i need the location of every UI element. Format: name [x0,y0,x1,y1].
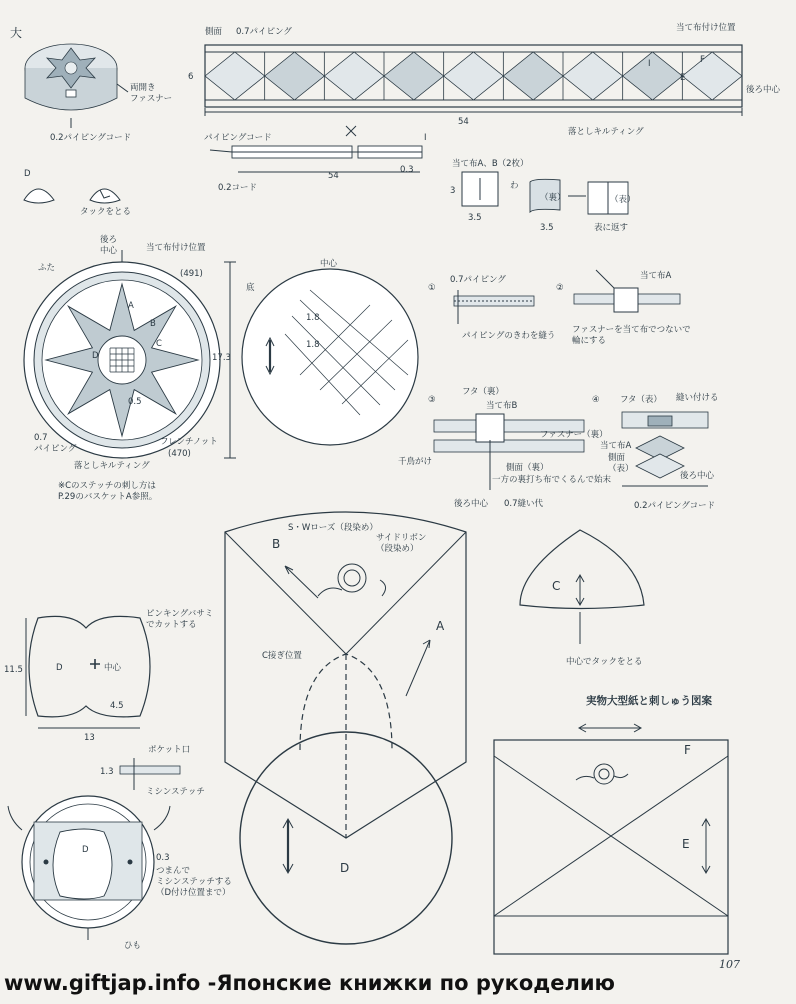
step1-text: パイピングのきわを縫う [462,331,556,341]
lid-note: ※Cのステッチの刺し方は P.29のバスケットA参照。 [58,481,158,502]
pattern-a: A [436,619,445,633]
pattern-b: B [272,537,281,551]
step3-back: 後ろ中心 [454,499,489,509]
strip-i-label: I [648,59,651,69]
pocket-pinch: つまんでミシンステッチする（D付け位置まで） [156,866,232,898]
patch-front: （表） [610,195,636,205]
tuck-figure [24,189,120,203]
lid-05: 0.5 [128,397,142,407]
pocket-45: 4.5 [110,701,124,711]
cord-length: 54 [328,171,339,181]
lid-french: フレンチノット [160,437,218,447]
side-strip [205,45,742,116]
lid-patch-position: 当て布付け位置 [146,243,206,253]
pocket-stitch: ミシンステッチ [146,787,205,797]
step3-zipper: ファスナー（裏） [540,430,608,440]
step4-patcha: 当て布A [600,441,632,451]
pocket-d-piece [26,616,150,728]
strip-patch-position: 当て布付け位置 [676,23,736,33]
step2-patch: 当て布A [640,271,672,281]
lid-figure [24,250,236,458]
strip-piping-label: 0.7パイピング [236,27,292,37]
lid-a: A [128,301,134,311]
cord-label: 0.2コード [218,183,258,193]
strip-diamond [265,52,325,100]
step3-side: 側面（裏） [506,463,549,473]
patch-title: 当て布A、B（2枚） [452,159,529,169]
bottom-diameter: 17.3 [212,353,231,363]
lid-c: C [156,339,162,349]
step3-patchb: 当て布B [486,401,518,411]
patch-wa: わ [510,181,519,191]
bottom-label: 底 [246,283,255,293]
step4-back: 後ろ中心 [680,471,715,481]
ef-pattern [494,724,728,954]
step4-cord: 0.2パイピングコード [634,501,716,511]
pattern-d: D [340,861,350,875]
bottom-dim-b: 1.8 [306,340,320,350]
watermark: www.giftjap.info -Японские книжки по рукоделию [4,971,615,995]
lid-quilting: 落としキルティング [74,461,150,471]
cord-i: I [424,133,427,143]
step3-fold: 一方の裏打ち布でくるんで始末 [492,475,612,485]
pocket-height: 11.5 [4,665,23,675]
pattern-ribbon: サイドリボン（段染め） [376,533,427,554]
step2-num: ② [556,283,564,293]
strip-diamond [503,52,563,100]
tuck-d: D [24,169,31,179]
big-pattern [225,512,466,944]
strip-diamond [384,52,444,100]
strip-length: 54 [458,117,469,127]
piece-c-label: C [552,579,561,593]
patch-back: （裏） [540,193,566,203]
step4-lid: フタ（表） [620,395,662,405]
page-number: 107 [719,958,740,971]
patch-width2: 3.5 [540,223,554,233]
strip-diamond [623,52,686,100]
pattern-c-pos: C接ぎ位置 [262,651,302,661]
rose-motif [318,564,386,596]
strip-quilting: 落としキルティング [568,127,644,137]
pocket-d: D [56,663,63,673]
step4-sew: 縫い付ける [676,393,719,403]
step3-num: ③ [428,395,436,405]
size-mark: 大 [10,26,23,40]
ef-f: F [684,743,691,757]
step1-piping: 0.7パイピング [450,275,506,285]
lid-piping: 0.7 パイピング [34,433,77,454]
step1-num: ① [428,283,436,293]
pocket-03: 0.3 [156,853,170,863]
pocket-himo: ひも [124,941,142,951]
strip-side-label: 側面 [205,27,223,37]
lid-b: B [150,319,156,329]
step3-herring: 千鳥がけ [398,457,433,467]
pattern-rose: S・Wローズ（段染め） [288,523,378,533]
patch-height: 3 [450,186,456,196]
strip-diamond [682,52,742,100]
strip-e-label: E [680,73,686,83]
bag-illustration [25,44,128,128]
bottom-center: 中心 [320,259,338,269]
tuck-text: タックをとる [80,207,132,217]
pocket-assembly-d: D [82,845,89,855]
piece-c-text: 中心でタックをとる [566,657,643,667]
lid-491: (491) [180,269,203,279]
strip-diamond [563,52,623,100]
strip-diamond [205,52,265,100]
bag-zipper-label: 両開きファスナー [130,83,173,104]
strip-f-label: F [700,55,705,65]
patch-width: 3.5 [468,213,482,223]
strip-diamond [444,52,504,100]
cord-seam: 0.3 [400,165,414,175]
pocket-opening: ポケット口 [148,745,191,755]
bag-piping-cord-label: 0.2パイピングコード [50,133,132,143]
cord-title: パイピングコード [204,133,272,143]
bottom-dim-a: 1.8 [306,313,320,323]
pocket-center: 中心 [104,663,122,673]
strip-height: 6 [188,72,194,82]
step-figures [434,270,708,490]
pocket-pinking: ピンキングバサミでカットする [146,609,214,630]
lid-470: (470) [168,449,191,459]
step2-text: ファスナーを当て布でつないで輪にする [572,325,691,346]
pocket-13: 1.3 [100,767,114,777]
lid-back-center: 後ろ中心 [100,235,118,256]
pocket-assembly [8,758,180,940]
piece-c [520,530,644,644]
lid-futa: ふた [38,263,56,273]
step3-lid: フタ（裏） [462,387,504,397]
patch-turn: 表に返す [594,223,629,233]
step3-seam: 0.7縫い代 [504,499,544,509]
strip-diamond [324,52,384,100]
strip-back-center: 後ろ中心 [746,85,781,95]
section-title: 実物大型紙と刺しゅう図案 [586,695,712,707]
bottom-figure [242,269,418,445]
step4-num: ④ [592,395,600,405]
step4-side: 側面（表） [608,453,634,474]
lid-d: D [92,351,99,361]
ef-e: E [682,837,690,851]
pocket-width: 13 [84,733,95,743]
